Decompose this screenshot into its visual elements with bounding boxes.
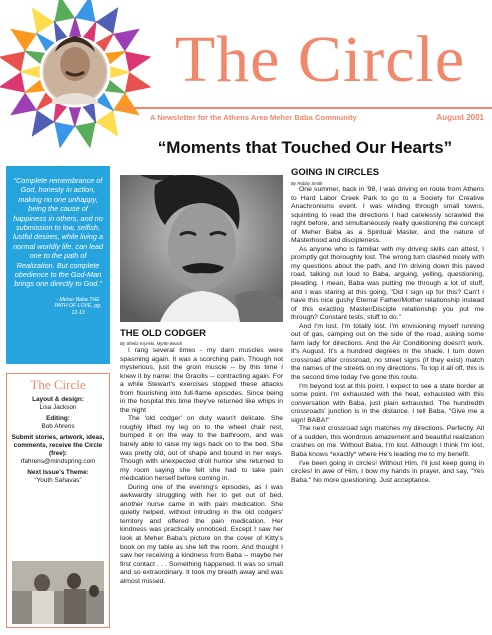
editing-value: Bob Ahrens	[41, 423, 75, 430]
mandala-petal	[75, 122, 96, 149]
issue-headline: “Moments that Touched Our Hearts”	[157, 138, 453, 157]
mandala-petal	[125, 72, 152, 93]
paragraph: During one of the evening's episodes, as I was awkwardly struggling with her to get out of bed, another nurse came in with pain medication. She quietly helped, without intruding in the old codgers' territory and offered the pain medication. Her kindness was practically unnoticed. Except I saw her look at Meher Baba's picture on the cover of Kitty's book on my table as she left the room. And thought I saw her receiving a kindness from Baba -- maybe her first contact . . . Something happened. It was so small and so extraordinary. It took my breath away and was almost missed.	[120, 483, 283, 585]
paragraph: I'm beyond lost at this point. I expect to see a state border at some point. I'm exhausted with the heat, exhausted with this conversation with Baba, just plain exhausted. The hundredth crossroads' junction is in the distance. I tell Baba, "Give me a sign! BABA!"	[291, 382, 484, 424]
article-body-going-in-circles	[291, 186, 484, 485]
next-theme-label: Next Issue's Theme:	[27, 469, 89, 476]
mandala-petal	[32, 110, 55, 137]
mandala-petal	[96, 7, 119, 34]
mandala-petal	[0, 51, 25, 72]
mandala-petal	[125, 51, 152, 72]
quote-text: “Complete remembrance of God, honesty in action, making no one unhappy, being the cause of happiness in others, and no submission to low, selfish, lustful desires, while living a normal worldly life, can lead one to the path of Realization. But complete obedience to the God-Man brings one directly to God.”	[12, 176, 104, 289]
layout-label: Layout & design:	[32, 396, 84, 403]
mandala-petal	[113, 29, 140, 52]
mandala-petal	[68, 105, 81, 128]
mandala-petal	[96, 110, 119, 137]
article-byline-going-in-circles: By Robby Smith	[291, 181, 323, 186]
editing-label: Editing:	[46, 415, 70, 422]
paragraph: I rang several times - my darn muscles were spasming again. It was a scorching pain. Though not mysterious, just the groin muscle -- by this time I knew it by name: the Gracilis -- contracting again. For a while Stewart's exercises stopped these attacks from flourishing into full-flame episodes. Since being in the hospital this time they've returned like whips in the night	[120, 347, 283, 414]
newsletter-subtitle: A Newsletter for the Athens Area Meher Baba Community	[150, 113, 357, 122]
layout-value: Lisa Jackson	[39, 404, 77, 411]
article-title-going-in-circles: GOING IN CIRCLES	[291, 167, 380, 178]
portrait-photo	[120, 175, 283, 322]
title-rule	[118, 107, 492, 109]
mandala-petal	[68, 16, 81, 39]
issue-date: August 2001	[436, 113, 484, 122]
article-title-old-codger: THE OLD CODGER	[120, 328, 207, 339]
mandala-petal	[113, 93, 140, 116]
mandala-petal	[54, 122, 75, 149]
mandala-petal	[75, 0, 96, 22]
paragraph: The next crossroad sign matches my directions. Perfectly. All of a sudden, this wondrous amazement and beautiful realization crashes on me. Without Baba, I'm lost. Although I think I'm lost, Baba knows *exactly* where He's leading me to my benefit.	[291, 425, 484, 458]
credits-panel	[6, 373, 110, 628]
circle-mandala-logo	[0, 0, 160, 150]
paragraph: The 'old codger' on duty wasn't delicate. She roughly lifted my leg on to the wheel chair rest, bumped it on the way to the bathroom, and was barely able to raise my legs back on to the bed. She was pretty old, out of shape and bound in her ways. Though with unexpected droll humor she returned to my room saying she felt she had to take pain medication herself before coming in.	[120, 415, 283, 483]
mandala-petal	[32, 7, 55, 34]
mandala-petal	[0, 72, 25, 93]
credits-title: The Circle	[30, 377, 86, 392]
newsletter-title: The Circle	[174, 23, 466, 96]
paragraph: One summer, back in '98, I was driving en route from Athens to Hard Labor Creek Park to go to a Society for Creative Anachronisms event. I was winding through small towns, squinting to read the directions I had carelessly scrawled the night before, and simultaneously really questioning the concept of Meher Baba as a Spiritual Master, and the nature of Masterhood and discipleness.	[291, 186, 484, 245]
mandala-petal	[10, 93, 37, 116]
mandala-petal	[19, 65, 42, 78]
quote-attribution: - Meher Baba THE PATH OF LOVE, pg. 12-13	[54, 296, 102, 316]
quote-box	[6, 166, 110, 364]
paragraph: As anyone who is familiar with my driving skills can attest, I promptly got thoroughly lost. The wrong turn clashed nicely with my questions about the path, and I'm driving down this paved road, talking out loud to Baba, arguing, yelling, questioning, pleading. I mean, Baba was putting me through a lot of stuff, and I was staring at this going, "Did I sign up for this? Can't I have this nice gushy Eternal Father/Mother relationship instead of this exacting Master/Disciple relationship you put me through? Constant tests, stuff to do."	[291, 245, 484, 322]
paragraph: And I'm lost. I'm totally lost. I'm envisioning myself running out of gas, camping out on the side of the road, asking some farm lady for directions. And the Air Conditioning doesn't work. It's August. It's a hundred degrees in the shade. I turn down crossroad after crossroad, no street signs (if they exist) match the names of the streets on my directions. To top it all off, this is the second time today I've gone this route.	[291, 322, 484, 382]
mandala-petal	[54, 0, 75, 22]
article-body-old-codger	[120, 347, 283, 586]
group-photo	[12, 561, 104, 624]
paragraph: I've been going in circles! Without Him, I'll just keep going in circles! In awe of Him, I bow my hands in prayer, and say, "Yes Baba." No more questioning. Just acceptance.	[291, 459, 484, 484]
next-theme-value: “Youth Sahavas”	[34, 477, 82, 484]
mandala-petal	[108, 65, 131, 78]
article-byline-old-codger: By Sheila Krynski, Myrtle Beach	[120, 341, 183, 346]
submit-email[interactable]: rfahrens@mindspring.com	[20, 458, 96, 465]
submit-label: Submit stories, artwork, ideas, comments, receive the Circle (free):	[11, 434, 105, 457]
mandala-petal	[10, 29, 37, 52]
